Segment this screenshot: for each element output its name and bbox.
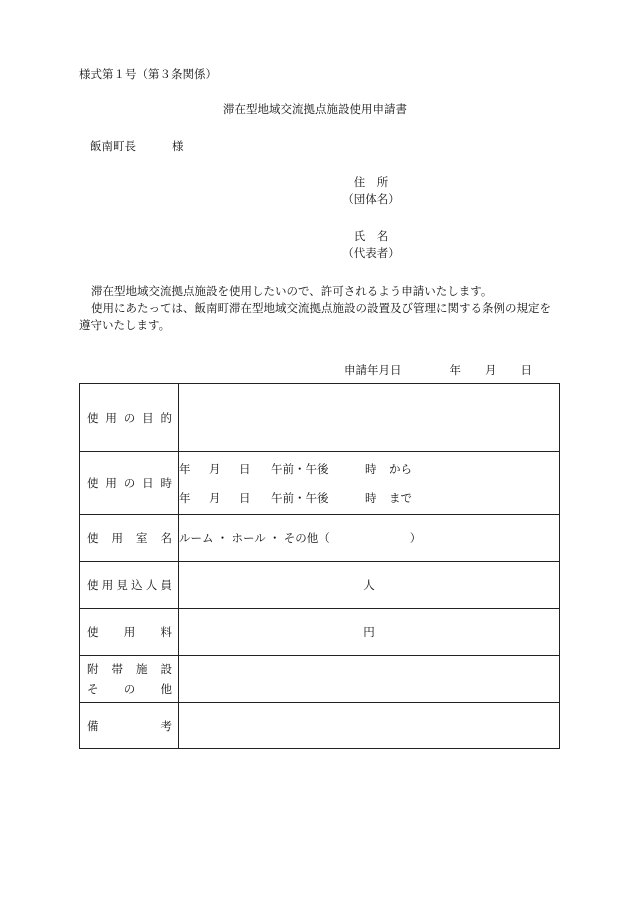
room-options: ルーム ・ ホール ・ その他（ ） (179, 531, 422, 545)
room-input-cell[interactable] (179, 515, 560, 562)
room-other-close-paren: ） (409, 531, 422, 545)
remarks-row (80, 703, 560, 749)
datetime-row (80, 452, 560, 515)
applicant-name-label (336, 228, 406, 262)
addressee (90, 138, 184, 154)
facilities-label-cell (80, 656, 179, 703)
remarks-input-cell[interactable] (179, 703, 560, 749)
attendees-label-cell (80, 562, 179, 609)
applicant-address-label (336, 174, 406, 208)
remarks-label-cell (80, 703, 179, 749)
remarks-label: 備 考 (87, 718, 172, 733)
datetime-end-line: 年 月 日 午前・午後 時 まで (179, 490, 412, 505)
compliance-paragraph: 使用にあたっては、飯南町滞在型地域交流拠点施設の設置及び管理に関する条例の規定を遵守いたします。 (79, 301, 551, 332)
purpose-label: 使 用 の 目 的 (87, 410, 172, 425)
attendees-row (80, 562, 560, 609)
form-number: 様式第１号（第３条関係） (79, 67, 217, 81)
request-paragraph: 滞在型地域交流拠点施設を使用したいので、許可されるよう申請いたします。 (91, 284, 493, 298)
purpose-row (80, 384, 560, 452)
application-date-label: 申請年月日 (344, 363, 402, 377)
purpose-label-cell (80, 384, 179, 452)
fee-input-cell[interactable] (179, 609, 560, 656)
application-date-line (344, 362, 532, 378)
attendees-label: 使 用 見 込 人 員 (87, 578, 172, 592)
room-option-hall[interactable]: ホール (231, 531, 266, 545)
representative-label: （代表者） (342, 246, 400, 260)
room-option-room[interactable]: ルーム (179, 531, 214, 545)
addressee-honorific: 様 (172, 139, 184, 153)
fee-label-cell (80, 609, 179, 656)
date-year: 年 (449, 363, 461, 377)
addressee-name: 飯南町長 (90, 139, 136, 153)
datetime-label: 使 用 の 日 時 (87, 476, 172, 490)
fee-label: 使 用 料 (87, 625, 172, 639)
facilities-input-cell[interactable] (179, 656, 560, 703)
application-table (79, 383, 560, 749)
date-day: 日 (520, 363, 532, 377)
purpose-input-cell[interactable] (179, 384, 560, 452)
fee-row (80, 609, 560, 656)
address-label: 住 所 (353, 175, 389, 189)
organization-label: （団体名） (342, 192, 400, 206)
fee-unit: 円 (363, 625, 375, 639)
datetime-start-line: 年 月 日 午前・午後 時 から (179, 461, 412, 476)
datetime-input-cell[interactable] (179, 452, 560, 515)
date-month: 月 (485, 363, 497, 377)
datetime-label-cell (80, 452, 179, 515)
room-row (80, 515, 560, 562)
room-option-other[interactable]: その他（ (283, 531, 330, 545)
attendees-unit: 人 (363, 578, 375, 592)
facilities-row (80, 656, 560, 703)
form-title: 滞在型地域交流拠点施設使用申請書 (223, 102, 407, 116)
attendees-input-cell[interactable] (179, 562, 560, 609)
name-label: 氏 名 (353, 229, 389, 243)
facilities-label: 附 帯 施 設 そ の 他 (87, 662, 172, 696)
room-label: 使 用 室 名 (87, 531, 172, 545)
room-label-cell (80, 515, 179, 562)
